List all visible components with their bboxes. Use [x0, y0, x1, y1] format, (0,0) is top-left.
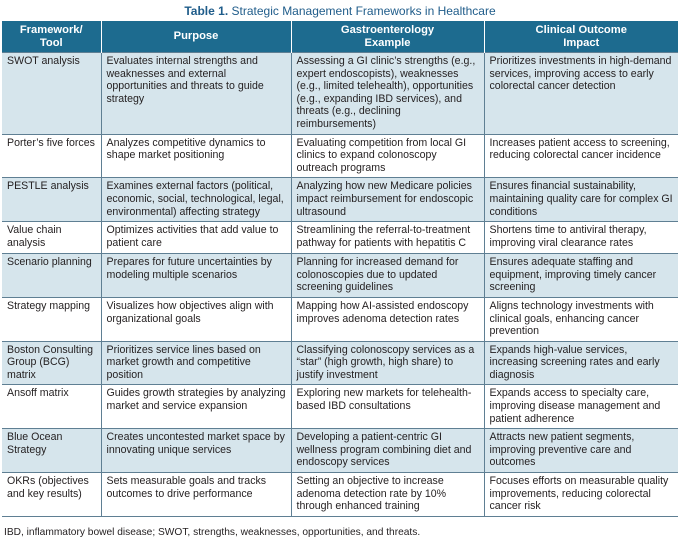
cell-clinical-impact: Expands access to specialty care, improving disease management and patient adherence: [484, 385, 678, 429]
cell-purpose: Prioritizes service lines based on market growth and competitive position: [101, 341, 291, 385]
cell-purpose: Optimizes activities that add value to patient care: [101, 222, 291, 254]
cell-framework: Scenario planning: [2, 254, 101, 298]
cell-clinical-impact: Ensures adequate staffing and equipment, improving timely cancer screening: [484, 254, 678, 298]
table-row: [2, 297, 678, 341]
cell-gi-example: Analyzing how new Medicare policies impact reimbursement for endoscopic ultrasound: [291, 178, 484, 222]
cell-framework: Blue Ocean Strategy: [2, 429, 101, 473]
header-row: [2, 21, 678, 53]
cell-clinical-impact: Focuses efforts on measurable quality improvements, reducing colorectal cancer risk: [484, 473, 678, 517]
table-row: [2, 341, 678, 385]
table-row: [2, 53, 678, 135]
cell-gi-example: Assessing a GI clinic’s strengths (e.g., expert endoscopists), weaknesses (e.g., limited telehealth), opportunities (e.g., expanding IBD services), and threats (e.g., declining reimbursements): [291, 53, 484, 135]
frameworks-table: [2, 21, 678, 517]
cell-purpose: Visualizes how objectives align with organizational goals: [101, 297, 291, 341]
cell-clinical-impact: Aligns technology investments with clinical goals, enhancing cancer prevention: [484, 297, 678, 341]
cell-gi-example: Mapping how AI-assisted endoscopy improves adenoma detection rates: [291, 297, 484, 341]
cell-clinical-impact: Attracts new patient segments, improving preventive care and outcomes: [484, 429, 678, 473]
cell-gi-example: Planning for increased demand for colonoscopies due to updated screening guidelines: [291, 254, 484, 298]
cell-purpose: Guides growth strategies by analyzing market and service expansion: [101, 385, 291, 429]
cell-gi-example: Developing a patient-centric GI wellness program combining diet and endoscopy services: [291, 429, 484, 473]
caption-label: Table 1.: [184, 4, 229, 18]
header-framework: Framework/ Tool: [2, 21, 101, 53]
cell-purpose: Prepares for future uncertainties by modeling multiple scenarios: [101, 254, 291, 298]
cell-gi-example: Evaluating competition from local GI clinics to expand colonoscopy outreach programs: [291, 134, 484, 178]
cell-framework: Ansoff matrix: [2, 385, 101, 429]
cell-purpose: Creates uncontested market space by innovating unique services: [101, 429, 291, 473]
cell-clinical-impact: Prioritizes investments in high-demand services, improving access to early colorectal cancer detection: [484, 53, 678, 135]
cell-clinical-impact: Increases patient access to screening, reducing colorectal cancer incidence: [484, 134, 678, 178]
table-footnote: IBD, inflammatory bowel disease; SWOT, strengths, weaknesses, opportunities, and threats.: [4, 526, 421, 538]
header-clinical-impact: Clinical Outcome Impact: [484, 21, 678, 53]
cell-framework: Boston Consulting Group (BCG) matrix: [2, 341, 101, 385]
cell-purpose: Sets measurable goals and tracks outcomes to drive performance: [101, 473, 291, 517]
cell-purpose: Analyzes competitive dynamics to shape market positioning: [101, 134, 291, 178]
header-purpose: Purpose: [101, 21, 291, 53]
caption-title: Strategic Management Frameworks in Healthcare: [231, 4, 496, 18]
cell-framework: OKRs (objectives and key results): [2, 473, 101, 517]
cell-gi-example: Streamlining the referral-to-treatment pathway for patients with hepatitis C: [291, 222, 484, 254]
header-gi-example: Gastroenterology Example: [291, 21, 484, 53]
cell-clinical-impact: Shortens time to antiviral therapy, improving viral clearance rates: [484, 222, 678, 254]
table-row: [2, 429, 678, 473]
cell-clinical-impact: Ensures financial sustainability, maintaining quality care for complex GI conditions: [484, 178, 678, 222]
cell-framework: PESTLE analysis: [2, 178, 101, 222]
cell-gi-example: Classifying colonoscopy services as a “star” (high growth, high share) to justify investment: [291, 341, 484, 385]
cell-framework: Value chain analysis: [2, 222, 101, 254]
table-row: [2, 222, 678, 254]
table-row: [2, 254, 678, 298]
table-caption: [0, 0, 680, 21]
table-row: [2, 473, 678, 517]
table-row: [2, 178, 678, 222]
cell-purpose: Evaluates internal strengths and weaknesses and external opportunities and threats to guide strategy: [101, 53, 291, 135]
cell-gi-example: Setting an objective to increase adenoma detection rate by 10% through enhanced training: [291, 473, 484, 517]
table-row: [2, 134, 678, 178]
table-row: [2, 385, 678, 429]
cell-gi-example: Exploring new markets for telehealth-based IBD consultations: [291, 385, 484, 429]
cell-framework: Strategy mapping: [2, 297, 101, 341]
cell-framework: Porter’s five forces: [2, 134, 101, 178]
cell-purpose: Examines external factors (political, economic, social, technological, legal, environmental) affecting strategy: [101, 178, 291, 222]
cell-clinical-impact: Expands high-value services, increasing screening rates and early diagnosis: [484, 341, 678, 385]
cell-framework: SWOT analysis: [2, 53, 101, 135]
